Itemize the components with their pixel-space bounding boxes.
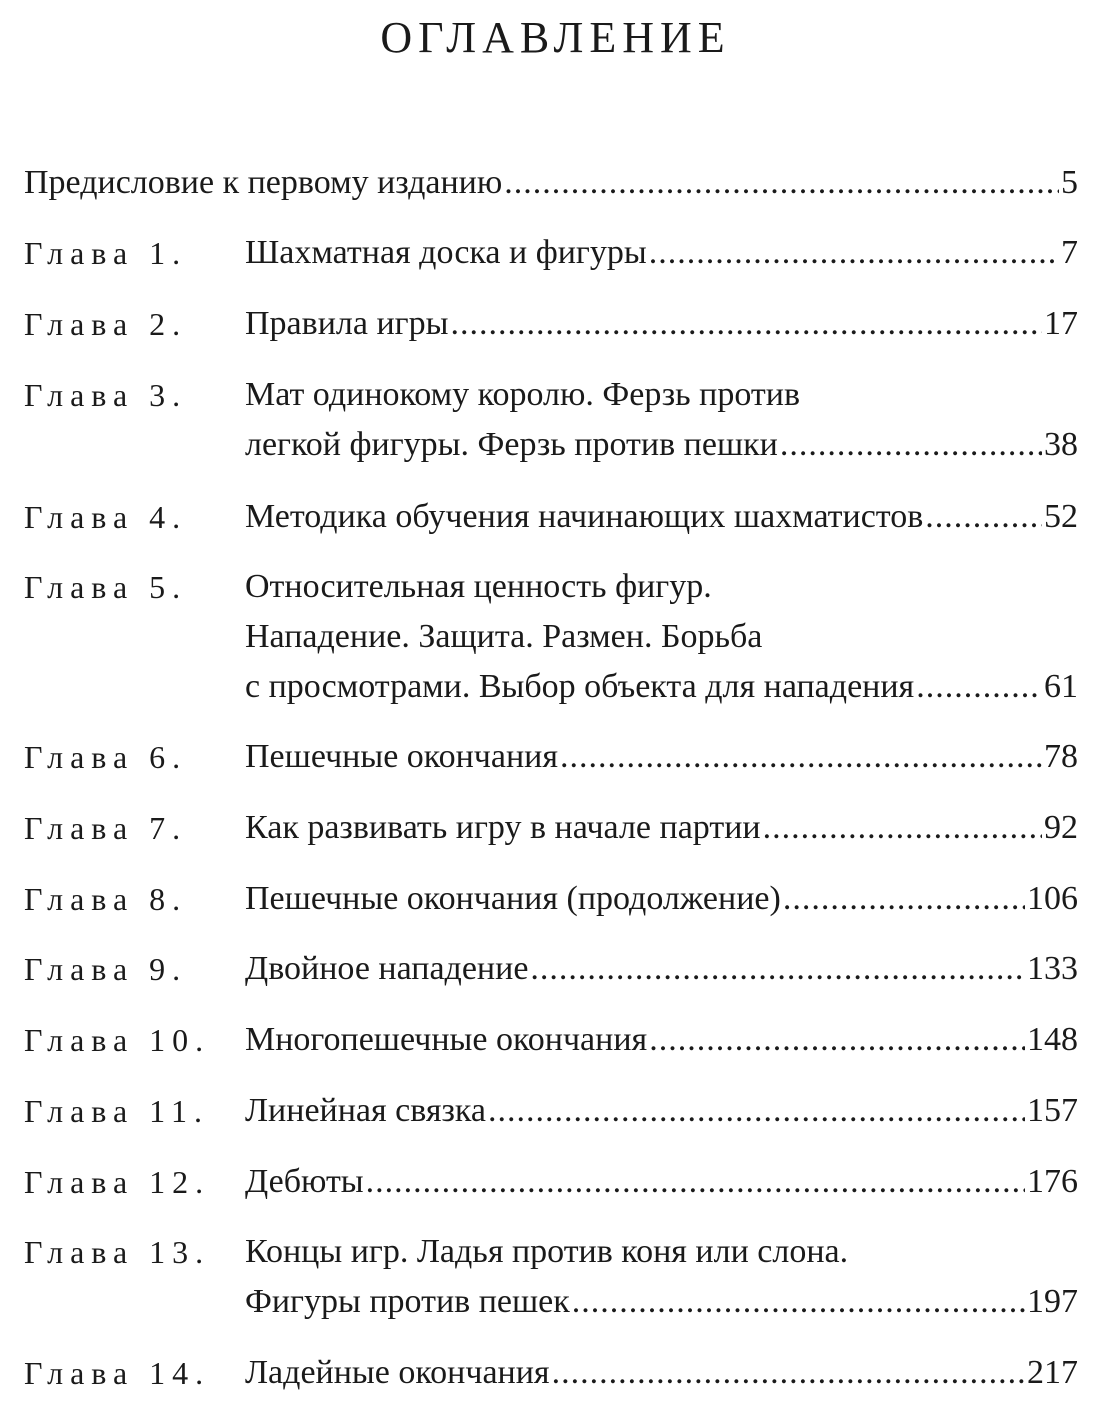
- page-number: 197: [1027, 1283, 1078, 1320]
- page-number: 78: [1044, 738, 1078, 775]
- page-number: 157: [1027, 1092, 1078, 1129]
- page-number: 176: [1027, 1163, 1078, 1200]
- entry-title-line: [245, 230, 1078, 276]
- dot-leader: [488, 1088, 1025, 1134]
- chapter-label: Глава 8.: [24, 881, 188, 917]
- entry-title: Концы игр. Ладья против коня или слона.: [245, 1233, 849, 1270]
- entry-title: Дебюты: [245, 1163, 364, 1200]
- chapter-label: Глава 1.: [24, 235, 188, 271]
- entry-title: Ладейные окончания: [245, 1354, 550, 1391]
- entry-title-line: [245, 614, 762, 660]
- chapter-label: Глава 10.: [24, 1022, 211, 1058]
- chapter-label: Глава 4.: [24, 499, 188, 535]
- page-number: 106: [1027, 880, 1078, 917]
- dot-leader: [925, 494, 1042, 540]
- chapter-label: Глава 12.: [24, 1164, 211, 1200]
- entry-title-line: [245, 564, 712, 610]
- chapter-label: Глава 9.: [24, 951, 188, 987]
- chapter-label: Глава 7.: [24, 810, 188, 846]
- entry-title-line: [245, 494, 1078, 540]
- dot-leader: [572, 1279, 1025, 1325]
- entry-title: Мат одинокому королю. Ферзь против: [245, 376, 801, 413]
- entry-title-line: [245, 1350, 1078, 1396]
- entry-title-line: [24, 160, 1078, 206]
- entry-title: Предисловие к первому изданию: [24, 164, 503, 201]
- dot-leader: [552, 1350, 1025, 1396]
- page-title: ОГЛАВЛЕНИЕ: [380, 13, 731, 62]
- entry-title-line: [245, 422, 1078, 468]
- chapter-label: Глава 2.: [24, 306, 188, 342]
- page-number: 61: [1044, 668, 1078, 705]
- chapter-label: Глава 14.: [24, 1355, 211, 1391]
- page-number: 7: [1061, 234, 1078, 271]
- entry-title: Методика обучения начинающих шахматистов: [245, 498, 924, 535]
- entry-title: Относительная ценность фигур.: [245, 568, 712, 605]
- page-number: 217: [1027, 1354, 1078, 1391]
- page-number: 17: [1044, 305, 1078, 342]
- entry-title: Фигуры против пешек: [245, 1283, 570, 1320]
- entry-title: Двойное нападение: [245, 950, 529, 987]
- chapter-label: Глава 6.: [24, 739, 188, 775]
- entry-title-line: [245, 664, 1078, 710]
- page-number: 92: [1044, 809, 1078, 846]
- dot-leader: [649, 230, 1059, 276]
- page-number: 38: [1044, 426, 1078, 463]
- dot-leader: [916, 664, 1042, 710]
- dot-leader: [530, 946, 1025, 992]
- entry-title: Правила игры: [245, 305, 449, 342]
- entry-title: Как развивать игру в начале партии: [245, 809, 761, 846]
- dot-leader: [780, 422, 1042, 468]
- page-number: 5: [1061, 164, 1078, 201]
- entry-title: Линейная связка: [245, 1092, 487, 1129]
- entry-title-line: [245, 946, 1078, 992]
- entry-title: Пешечные окончания (продолжение): [245, 880, 781, 917]
- entry-title: Пешечные окончания: [245, 738, 559, 775]
- chapter-label: Глава 13.: [24, 1234, 211, 1270]
- entry-title: легкой фигуры. Ферзь против пешки: [245, 426, 778, 463]
- dot-leader: [560, 734, 1042, 780]
- chapter-label: Глава 5.: [24, 569, 188, 605]
- entry-title-line: [245, 805, 1078, 851]
- entry-title-line: [245, 1159, 1078, 1205]
- dot-leader: [649, 1017, 1025, 1063]
- entry-title-line: [245, 372, 800, 418]
- entry-title-line: [245, 1229, 848, 1275]
- page-number: 133: [1027, 950, 1078, 987]
- dot-leader: [504, 160, 1059, 206]
- entry-title-line: [245, 1017, 1078, 1063]
- dot-leader: [450, 301, 1042, 347]
- dot-leader: [366, 1159, 1025, 1205]
- dot-leader: [763, 805, 1042, 851]
- entry-title: с просмотрами. Выбор объекта для нападения: [245, 668, 915, 705]
- chapter-label: Глава 11.: [24, 1093, 209, 1129]
- entry-title: Многопешечные окончания: [245, 1021, 648, 1058]
- entry-title-line: [245, 1088, 1078, 1134]
- entry-title-line: [245, 301, 1078, 347]
- dot-leader: [783, 876, 1025, 922]
- page-number: 148: [1027, 1021, 1078, 1058]
- chapter-label: Глава 3.: [24, 377, 188, 413]
- entry-title: Шахматная доска и фигуры: [245, 234, 647, 271]
- entry-title: Нападение. Защита. Размен. Борьба: [245, 618, 763, 655]
- entry-title-line: [245, 734, 1078, 780]
- entry-title-line: [245, 876, 1078, 922]
- page-number: 52: [1044, 498, 1078, 535]
- entry-title-line: [245, 1279, 1078, 1325]
